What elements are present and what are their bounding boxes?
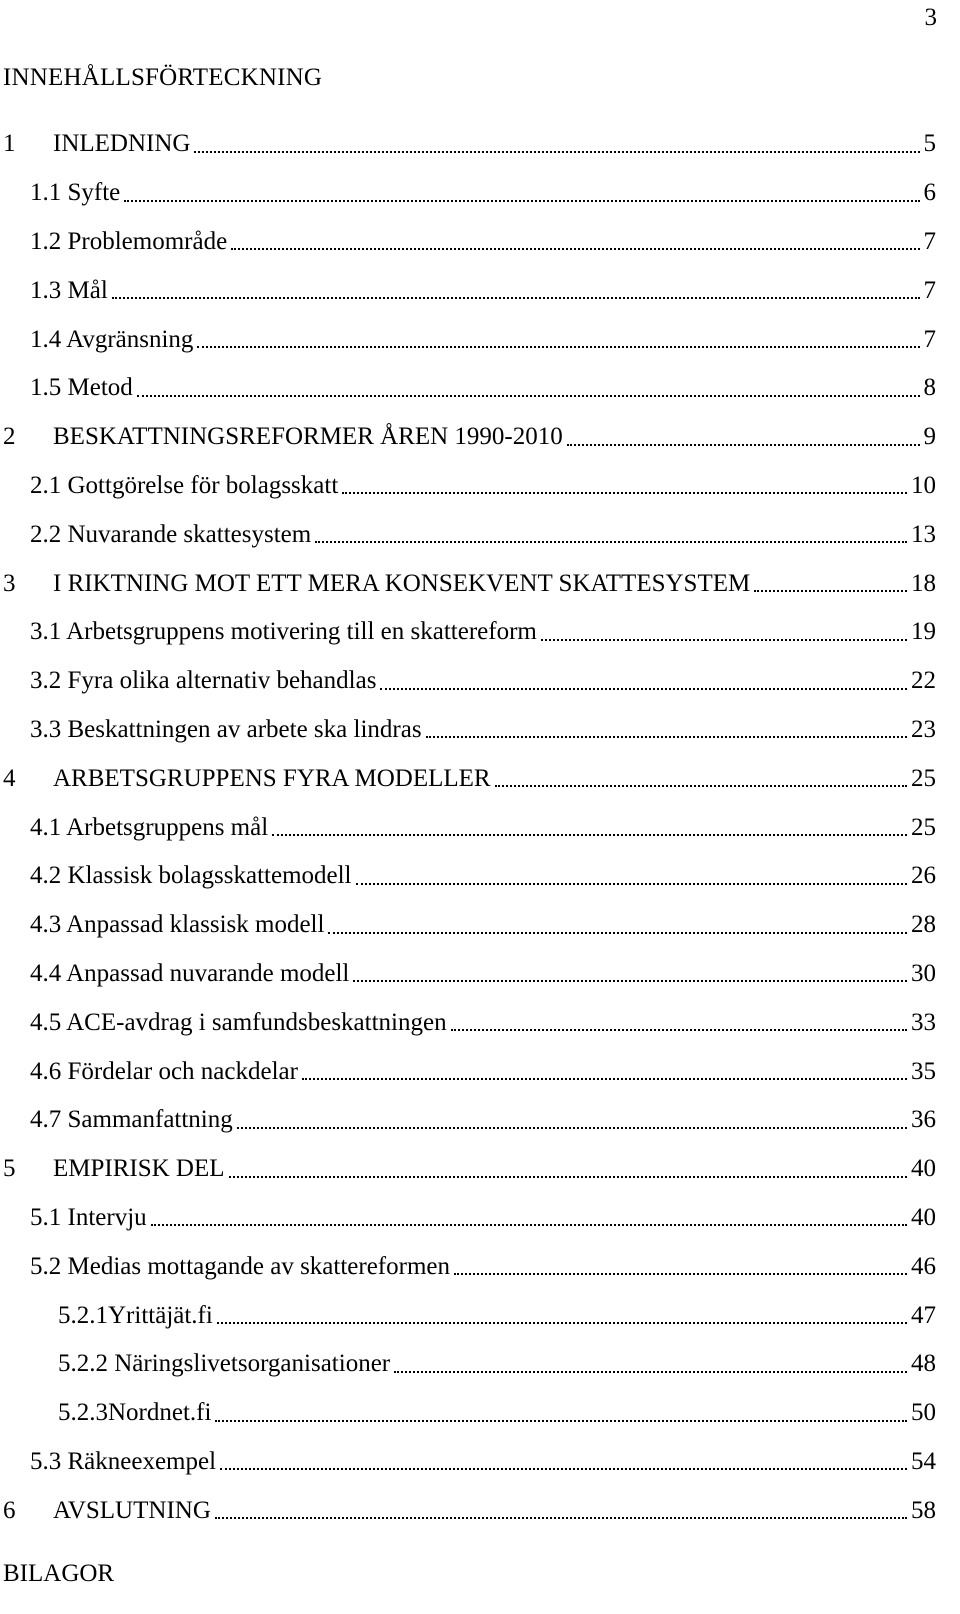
toc-entry-title: INLEDNING (53, 130, 191, 158)
toc-dot-leader (194, 150, 919, 153)
toc-entry[interactable] (0, 1340, 960, 1389)
toc-dot-leader (217, 1321, 907, 1324)
toc-entry[interactable] (0, 364, 960, 413)
page-number: 3 (924, 4, 937, 31)
toc-entry-title: I RIKTNING MOT ETT MERA KONSEKVENT SKATTESYSTEM (53, 569, 751, 597)
toc-entry[interactable] (0, 754, 960, 803)
toc-entry-title: 2.1 Gottgörelse för bolagsskatt (30, 471, 339, 499)
toc-entry[interactable] (0, 852, 960, 901)
toc-entry-title: 5.3 Räkneexempel (30, 1447, 217, 1475)
toc-entry-page: 25 (911, 813, 936, 841)
toc-entry[interactable] (0, 1438, 960, 1487)
toc-entry[interactable] (0, 1291, 960, 1340)
toc-entry[interactable] (0, 462, 960, 511)
toc-dot-leader (237, 1126, 907, 1129)
appendix-heading: BILAGOR (3, 1560, 115, 1587)
toc-entry-page: 23 (911, 715, 936, 743)
toc-entry[interactable] (0, 510, 960, 559)
toc-title: INNEHÅLLSFÖRTECKNING (3, 64, 323, 91)
toc-entry-title: 3.1 Arbetsgruppens motivering till en skattereform (30, 618, 537, 646)
toc-entry-title: EMPIRISK DEL (53, 1155, 225, 1183)
toc-entry-title: 4.5 ACE-avdrag i samfundsbeskattningen (30, 1008, 447, 1036)
toc-entry-title: 4.7 Sammanfattning (30, 1106, 233, 1134)
toc-entry-page: 7 (923, 276, 936, 304)
toc-entry-page: 5 (923, 130, 936, 158)
toc-entry[interactable] (0, 950, 960, 999)
toc-entry[interactable] (0, 559, 960, 608)
toc-entry[interactable] (0, 120, 960, 169)
toc-entry[interactable] (0, 657, 960, 706)
toc-entry-number: 3 (3, 569, 16, 597)
toc-entry[interactable] (0, 1242, 960, 1291)
toc-entry[interactable] (0, 803, 960, 852)
toc-entry[interactable] (0, 706, 960, 755)
toc-dot-leader (567, 443, 920, 446)
toc-dot-leader (151, 1223, 907, 1226)
toc-entry-page: 7 (923, 227, 936, 255)
toc-entry[interactable] (0, 1194, 960, 1243)
toc-entry-title: 1.4 Avgränsning (30, 325, 194, 353)
toc-entry-page: 36 (911, 1106, 936, 1134)
toc-dot-leader (754, 589, 907, 592)
toc-entry-page: 19 (911, 618, 936, 646)
toc-entry-title: ARBETSGRUPPENS FYRA MODELLER (53, 764, 491, 792)
toc-entry-page: 22 (911, 667, 936, 695)
toc-dot-leader (197, 345, 919, 348)
toc-dot-leader (426, 735, 907, 738)
toc-entry[interactable] (0, 218, 960, 267)
toc-entry-title: 2.2 Nuvarande skattesystem (30, 520, 312, 548)
toc-entry-title: AVSLUTNING (53, 1496, 211, 1524)
toc-entry[interactable] (0, 169, 960, 218)
toc-entry[interactable] (0, 315, 960, 364)
toc-entry-page: 18 (911, 569, 936, 597)
toc-entry-page: 35 (911, 1057, 936, 1085)
toc-entry-page: 58 (911, 1496, 936, 1524)
toc-entry-title: 5.2.1Yrittäjät.fi (58, 1301, 213, 1329)
toc-entry[interactable] (0, 413, 960, 462)
toc-entry-title: 1.5 Metod (30, 374, 133, 402)
toc-dot-leader (112, 296, 920, 299)
toc-dot-leader (380, 687, 907, 690)
toc-dot-leader (495, 784, 907, 787)
toc-dot-leader (215, 1419, 907, 1422)
toc-entry-title: 3.2 Fyra olika alternativ behandlas (30, 667, 377, 695)
toc-entry-page: 30 (911, 959, 936, 987)
toc-entry[interactable] (0, 608, 960, 657)
toc-dot-leader (231, 247, 919, 250)
toc-dot-leader (302, 1077, 907, 1080)
toc-entry-title: 1.1 Syfte (30, 179, 121, 207)
toc-entry[interactable] (0, 1145, 960, 1194)
toc-entry-page: 13 (911, 520, 936, 548)
toc-entry-title: 3.3 Beskattningen av arbete ska lindras (30, 715, 422, 743)
toc-entry-title: 4.4 Anpassad nuvarande modell (30, 959, 350, 987)
toc-entry-page: 9 (923, 423, 936, 451)
toc-dot-leader (356, 882, 908, 885)
toc-entry-page: 26 (911, 862, 936, 890)
toc-dot-leader (137, 394, 920, 397)
toc-dot-leader (220, 1467, 907, 1470)
toc-entry-title: 4.3 Anpassad klassisk modell (30, 911, 325, 939)
toc-entry-page: 28 (911, 911, 936, 939)
toc-entry-page: 25 (911, 764, 936, 792)
table-of-contents (0, 120, 960, 1535)
toc-entry[interactable] (0, 1096, 960, 1145)
toc-entry[interactable] (0, 1389, 960, 1438)
toc-entry-page: 40 (911, 1203, 936, 1231)
toc-entry-number: 6 (3, 1496, 16, 1524)
toc-entry-page: 46 (911, 1252, 936, 1280)
toc-dot-leader (328, 931, 907, 934)
toc-entry[interactable] (0, 1486, 960, 1535)
toc-entry-page: 33 (911, 1008, 936, 1036)
toc-dot-leader (353, 979, 907, 982)
toc-entry[interactable] (0, 266, 960, 315)
toc-entry-number: 4 (3, 764, 16, 792)
toc-dot-leader (272, 833, 907, 836)
toc-dot-leader (342, 491, 907, 494)
toc-entry-title: 4.1 Arbetsgruppens mål (30, 813, 269, 841)
toc-entry-title: 1.2 Problemområde (30, 227, 228, 255)
toc-entry-page: 47 (911, 1301, 936, 1329)
toc-entry-page: 7 (923, 325, 936, 353)
toc-entry-page: 6 (923, 179, 936, 207)
toc-dot-leader (215, 1516, 907, 1519)
toc-entry[interactable] (0, 901, 960, 950)
toc-dot-leader (454, 1272, 907, 1275)
toc-dot-leader (124, 199, 919, 202)
toc-entry-page: 48 (911, 1350, 936, 1378)
toc-entry-page: 40 (911, 1155, 936, 1183)
toc-dot-leader (394, 1370, 907, 1373)
toc-dot-leader (229, 1175, 907, 1178)
toc-entry-number: 2 (3, 423, 16, 451)
toc-entry-title: 5.2.2 Näringslivetsorganisationer (58, 1350, 391, 1378)
toc-entry[interactable] (0, 1047, 960, 1096)
toc-entry-title: 5.1 Intervju (30, 1203, 147, 1231)
toc-entry-title: 5.2 Medias mottagande av skattereformen (30, 1252, 450, 1280)
toc-entry-title: 4.6 Fördelar och nackdelar (30, 1057, 298, 1085)
toc-dot-leader (451, 1028, 907, 1031)
toc-entry-title: 5.2.3Nordnet.fi (58, 1399, 212, 1427)
toc-entry-title: 4.2 Klassisk bolagsskattemodell (30, 862, 352, 890)
toc-entry-page: 8 (923, 374, 936, 402)
toc-entry-number: 1 (3, 130, 16, 158)
toc-dot-leader (541, 638, 907, 641)
toc-entry-title: BESKATTNINGSREFORMER ÅREN 1990-2010 (53, 423, 563, 451)
toc-entry-page: 54 (911, 1447, 936, 1475)
toc-entry-page: 10 (911, 471, 936, 499)
toc-entry-page: 50 (911, 1399, 936, 1427)
toc-dot-leader (315, 540, 907, 543)
toc-entry-title: 1.3 Mål (30, 276, 108, 304)
toc-entry-number: 5 (3, 1155, 16, 1183)
toc-entry[interactable] (0, 998, 960, 1047)
